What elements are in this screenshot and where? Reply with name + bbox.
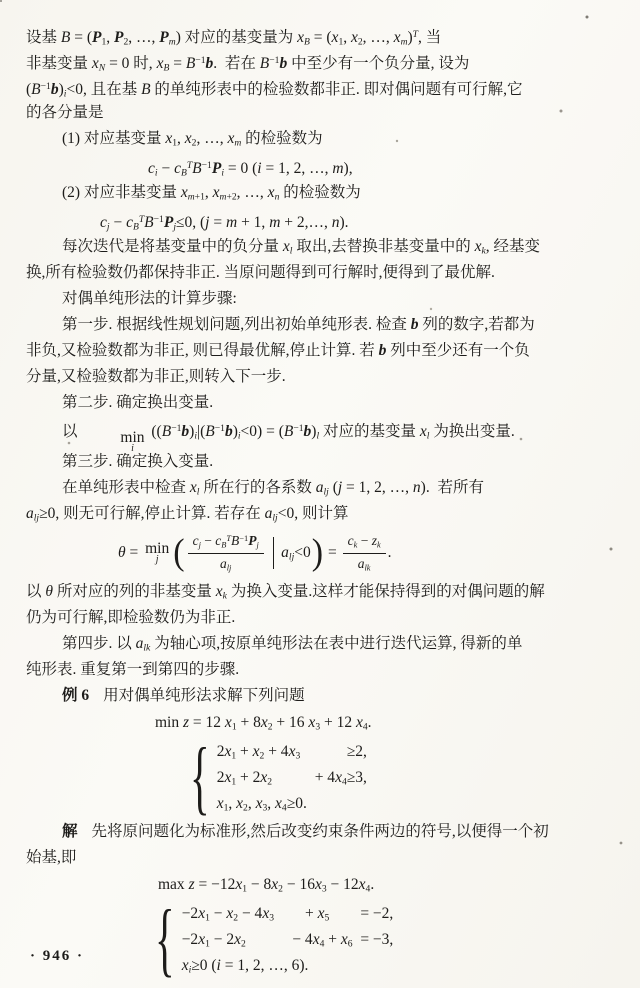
step-4-line-2: 纯形表. 重复第一到第四的步骤. (26, 661, 240, 678)
max-objective: $\max z = -12x_1 - 8x_2 - 16x_3 - 12x_4$. (158, 876, 375, 895)
item-1-basic-vars: (1) 对应基变量 $x_1$, $x_2$, …, $x_m$ 的检验数为 (62, 130, 323, 149)
scan-specks (0, 0, 2, 2)
solution-label: 解 (62, 823, 78, 840)
left-brace: { (155, 893, 175, 985)
entering-var-line-2: 仍为可行解,即检验数仍为非正. (26, 609, 236, 626)
step-2-heading: 第二步. 确定换出变量. (62, 394, 214, 411)
theta-formula (118, 527, 628, 579)
steps-heading: 对偶单纯形法的计算步骤: (62, 290, 237, 307)
iteration-paragraph-line-2: 换,所有检验数仍都保持非正. 当原问题得到可行解时,便得到了最优解. (26, 264, 495, 281)
min-constraint-system (184, 731, 628, 823)
solution-line-1 (26, 819, 628, 845)
max-constraint-system (149, 893, 628, 985)
example-heading (26, 683, 628, 709)
ratio-fraction (188, 532, 264, 573)
result-fraction (343, 532, 386, 573)
fraction-denominator: $a_{lk}$ (357, 555, 371, 572)
step-1-line-1: 第一步. 根据线性规划问题,列出初始单纯形表. 检查 b 列的数字,若都为 (62, 316, 535, 333)
entering-var-line-1: 以 θ 所对应的列的非基变量 $x_k$ 为换入变量.这样才能保持得到的对偶问题的解 (26, 583, 545, 602)
nonnegativity-constraint: $x_i\ge 0$ (i = 1, 2, …, 6). (181, 957, 309, 976)
such-that-bar (273, 537, 274, 569)
example-label: 例 6 (62, 687, 90, 704)
equation-nonbasic-vars: $c_j - c_B^TB^{-1}P_j\le 0$, (j = m + 1, m + 2,…, n). (100, 213, 349, 233)
equation-basic-vars: $c_i - c_B^TB^{-1}P_i = 0$ (i = 1, 2, …, m), (148, 159, 353, 179)
step-1-line-3: 分量,又检验数都为非正,则转入下一步. (26, 368, 286, 385)
example-title: 用对偶单纯形法求解下列问题 (103, 687, 305, 704)
page-number: · 946 · (30, 948, 85, 964)
step-3-line-3: $a_{lj}\ge 0$, 则无可行解,停止计算. 若存在 $a_{lj}<0$, 则计算 (26, 505, 349, 524)
step-3-heading: 第三步. 确定换入变量. (62, 453, 214, 470)
equals-sign: = (324, 544, 341, 561)
step-1-line-2: 非负,又检验数都为非正, 则已得最优解,停止计算. 若 b 列中至少还有一个负 (26, 342, 530, 359)
constraint-rows (217, 739, 367, 817)
theta-condition: $a_{lj}<0$ (281, 543, 311, 563)
page-content (26, 22, 628, 985)
min-operator (145, 541, 169, 566)
theta-lhs: θ = (118, 544, 143, 561)
nonnegativity-constraint: $x_1$, $x_2$, $x_3$, $x_4\ge 0$. (216, 795, 307, 814)
fraction-numerator: $c_k - z_k$ (343, 532, 386, 553)
constraint-2: $2x_1 + 2x_2$ + $4x_4\ge 3$, (216, 769, 367, 788)
solution-text: 先将原问题化为标准形,然后改变约束条件两边的符号,以便得一个初 (91, 823, 549, 840)
min-objective: min z = 12 $x_1 + 8x_2 + 16$ $x_3 + 12$ $x_4$. (155, 714, 372, 733)
step-4-line-1: 第四步. 以 $a_{lk}$ 为轴心项,按原单纯形法在表中进行迭代运算, 得新的单 (62, 635, 523, 654)
constraint-rows (182, 901, 394, 979)
solution-line-2: 始基,即 (26, 849, 77, 866)
step-3-line-2: 在单纯形表中检查 $x_l$ 所在行的各系数 $a_{lj}$ (j = 1, 2, …, n). 若所有 (62, 479, 484, 498)
formula-period: . (387, 544, 392, 561)
intro-line-2: 非基变量 $x_N = 0$ 时, $x_B = B^{-1}b$. 若在 $B^{-1}b$ 中至少有一个负分量, 设为 (26, 54, 470, 74)
fraction-numerator: $c_j - c_B^TB^{-1}P_j$ (188, 532, 264, 553)
intro-line-4: 的各分量是 (26, 104, 104, 121)
intro-line-1: 设基 $B = (P_1$, $P_2$, …, $P_m$) 对应的基变量为 $x_B = (x_1$, $x_2$, …, $x_m)^T$, 当 (26, 28, 442, 48)
iteration-paragraph-line-1: 每次迭代是将基变量中的负分量 $x_l$ 取出,去替换非基变量中的 $x_k$, 经基变 (62, 238, 541, 257)
item-2-nonbasic-vars: (2) 对应非基变量 $x_{m+1}$, $x_{m+2}$, …, $x_n$ 的检验数为 (62, 184, 361, 203)
min-word: min (145, 539, 170, 557)
close-paren: ) (311, 532, 324, 573)
intro-line-3: $(B^{-1}b)_i<0$, 且在基 B 的单纯形表中的检验数都非正. 即对偶问题有可行解,它 (26, 80, 523, 100)
min-index: i (131, 443, 134, 455)
min-word: min (120, 428, 145, 446)
step-2-rule-line (26, 416, 628, 455)
min-index: j (155, 554, 159, 566)
step-2-lead: 以 (62, 422, 82, 440)
left-brace: { (190, 731, 210, 823)
standard-constraint-1: $-2x_1 - x_2 - 4x_3$ + $x_5$ = −2, (181, 905, 394, 924)
standard-constraint-2: $-2x_1 - 2x_2$ − $4x_4 + x_6 = -3$, (181, 931, 394, 950)
step-2-rule-rest: $((B^{-1}b)_i|(B^{-1}b)_i<0) = (B^{-1}b)_l$ 对应的基变量 $x_l$ 为换出变量. (147, 422, 515, 442)
open-paren: ( (173, 532, 185, 573)
constraint-1: $2x_1 + x_2 + 4x_3$ ≥2, (216, 743, 367, 762)
fraction-denominator: $a_{lj}$ (219, 555, 232, 572)
